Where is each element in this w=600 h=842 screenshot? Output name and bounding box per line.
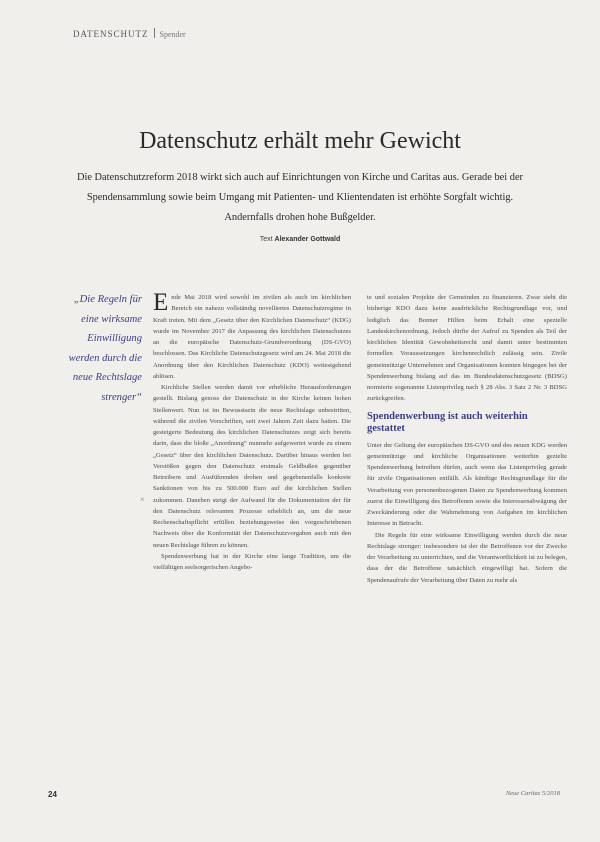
magazine-issue: Neue Caritas 5/2018	[505, 790, 560, 797]
paragraph-text: nde Mai 2018 wird sowohl im zivilen als auch im kirchlichen Bereich ein nahezu vollständig novelliertes Datenschutzregime in Kraft treten. Mit dem „Gesetz über den Kirchlichen Datenschutz“ (KDG) wurde im November 2017 die Anpassung des kirchlichen Datenschutzes an die europäische Datenschutz-Grundverordnung (DS-GVO) beschlossen. Das Kirchliche Datenschutzgesetz wird am 24. Mai 2018 die Anordnung über den Kirchlichen Datenschutz (KDO) weitestgehend ablösen.	[153, 294, 351, 380]
article-lead: Die Datenschutzreform 2018 wirkt sich auch auf Einrichtungen von Kirche und Caritas aus. Gerade bei der Spendensammlung sowie beim Umgang mit Patienten- und Klientendaten ist erhöhte Sorgfalt wichtig. Andernfalls drohen hohe Bußgelder.	[76, 172, 524, 223]
body-paragraph: Unter der Geltung der europäischen DS-GVO und des neuen KDG werden gemeinnützige und kirchliche Organisationen weiterhin gezielte Spendenwerbung betreiben dürfen, auch wenn das Listenprivileg gerade für zivile Organisationen entfällt. Als künftige Rechtsgrundlage für die Verarbeitung von personenbezogenen Daten zu Spendenwerbung kommen zuerst die Einwilligung des Betroffenen sowie die Interessenabwägung der Zweckänderung oder die Wahrnehmung von Aufgaben im kirchlichen Interesse in Betracht.	[367, 441, 567, 528]
body-paragraph: Kirchliche Stellen werden damit vor erhebliche Herausforderungen gestellt. Bislang genoss der Datenschutz in der Kirche keinen hohen Stellenwert. Nun ist im Bewusstsein die neue Rechtslage unbestritten, während die zivilen Vorschriften, seit zwei Jahren Zeit dazu hatten. Die gesteigerte Bedeutung des kirchlichen Datenschutzes zeigt sich bereits darin, dass die bloße „Anordnung“ nunmehr aufgewertet wurde zu einem „Gesetz“ über den kirchlichen Datenschutz. Darüber hinaus werden bei Verstößen gegen den Datenschutz erstmals Geldbußen gegenüber Betreibern und Ausführenden drohen und gegebenenfalls konkrete Sanktionen von bis zu 500.000 Euro auf die kirchlichen Stellen zukommen. Daneben steigt der Aufwand für die Dokumentation der für den Datenschutz relevanten Prozesse erheblich an, um die neue Rechenschaftspflicht erfüllen beziehungsweise den vorgeschriebenen Nachweis über die Konformität der Datenschutzvorgaben auch mit den neuen Rechtslage führen zu können.	[153, 384, 351, 549]
article-title: Datenschutz erhält mehr Gewicht	[139, 128, 461, 154]
section-header	[73, 28, 186, 39]
body-paragraph	[153, 292, 351, 382]
body-column-right	[367, 292, 567, 812]
body-paragraph: Die Regeln für eine wirksame Einwilligung werden durch die neue Rechtslage strenger: insbesondere ist der die Betroffenen vor der Zwecke der Verarbeitung zu unterrichten, und die Verantwortlichkeit ist zu belegen, dass der die Betroffene tatsächlich eingewilligt hat. Sofern die Spendenaufrufe der Verarbeitung über Daten zu mehr als	[367, 531, 567, 584]
subheading: Spendenwerbung ist auch weiterhin gestattet	[367, 410, 528, 434]
margin-mark: ×	[140, 495, 145, 504]
subsection-label: Spender	[159, 30, 186, 39]
author-name: Alexander Gottwald	[274, 236, 341, 243]
pull-quote: „Die Regeln für eine wirksame Einwilligung werden durch die neue Rechtslage strenger“	[68, 294, 142, 403]
page-number: 24	[48, 790, 57, 799]
dropcap: E	[153, 292, 169, 316]
body-paragraph: te und sozialen Projekte der Gemeinden zu finanzieren. Zwar sieht die bisherige KDO dazu keine ausdrückliche Rechtsgrundlage vor, und lediglich das Bonner Hilfen beim Erhalt eine spezielle Landeskirchenordnung. Jedoch dürfte der Aufruf zu Spenden als Teil der kirchlichen Identität Gewohnheitsrecht und damit unter bestimmten formellen Voraussetzungen kirchenrechtlich zulässig sein. Zivile gemeinnützige Unternehmen und Organisationen konnten hingegen bei der Spendenwerbung bislang auf das im Bundesdatenschutzgesetz (BDSG) normierte sogenannte Listenprivileg nach § 28 Abs. 3 Satz 2 Nr. 3 BDSG zurückgreifen.	[367, 294, 567, 403]
author-line	[0, 236, 600, 243]
section-label: DATENSCHUTZ	[73, 29, 149, 39]
body-paragraph: Spendenwerbung hat in der Kirche eine lange Tradition, um die vielfältigen seelsorgerischen Angebo-	[153, 552, 351, 571]
author-prefix: Text	[259, 236, 273, 243]
body-column-left	[153, 292, 351, 812]
header-divider	[154, 28, 155, 38]
